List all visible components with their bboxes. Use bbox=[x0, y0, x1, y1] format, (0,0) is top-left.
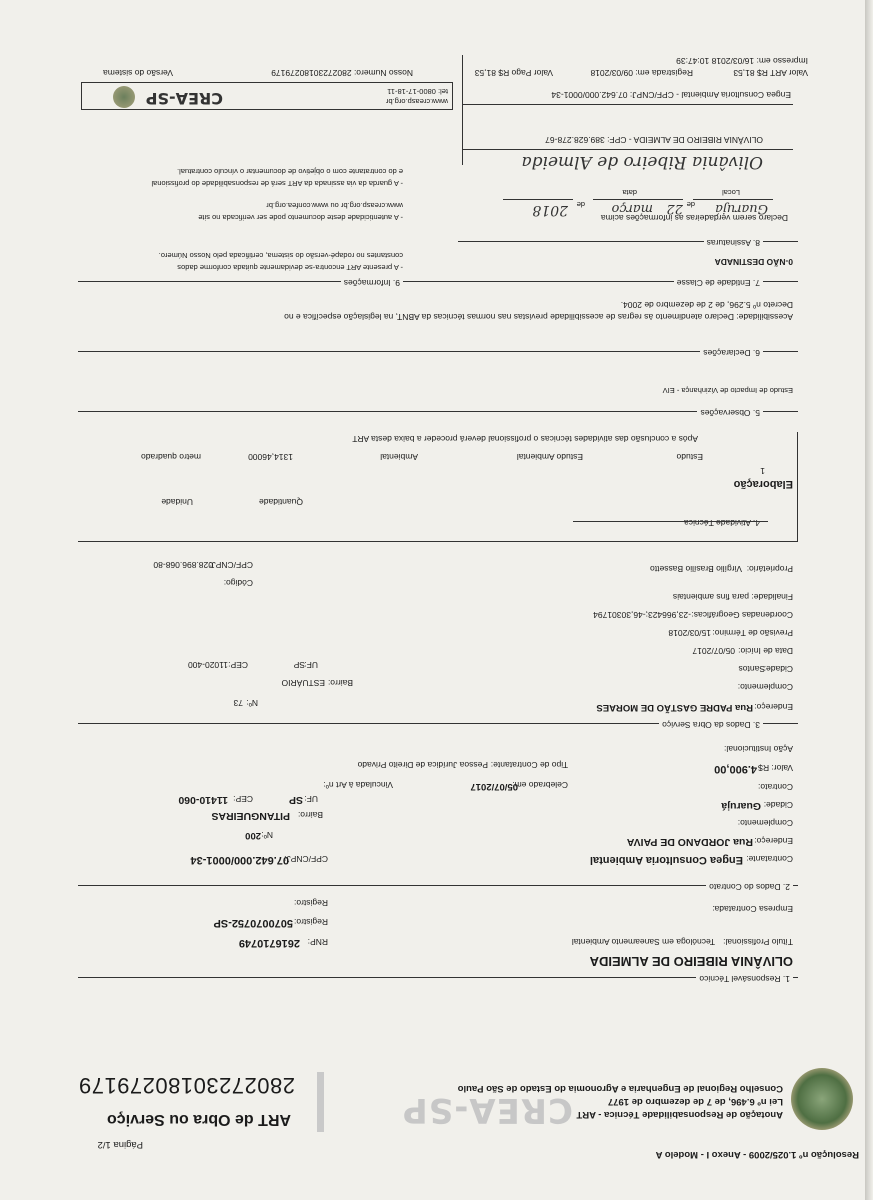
acao-label: Ação Institucional: bbox=[724, 744, 793, 754]
unidade-header: Unidade bbox=[161, 497, 193, 507]
atividade-estudo: Estudo bbox=[676, 452, 703, 462]
logo-divider bbox=[317, 1072, 324, 1132]
footer-impresso: Impresso em: 16/03/2018 10:47:39 bbox=[676, 56, 808, 66]
registro-value: 5070070752-SP bbox=[213, 917, 293, 929]
title-line-3: Conselho Regional de Engenharia e Agronomia do Estado de São Paulo bbox=[457, 1083, 783, 1094]
month-handwritten: março bbox=[611, 201, 653, 216]
atividade-ambiental: Ambiental bbox=[380, 452, 418, 462]
prop-cpf-label: CPF/CNPJ: bbox=[209, 560, 253, 570]
section-6-title: 6. Declarações bbox=[700, 348, 763, 358]
section-1-title: 1. Responsável Técnico bbox=[696, 974, 793, 984]
entidade-value: 0-NÃO DESTINADA bbox=[714, 257, 793, 267]
finalidade-label: Finalidade: bbox=[751, 592, 793, 602]
obra-uf-value: SP bbox=[293, 660, 305, 670]
declaro-text: Declaro serem verdadeiras as informações acima bbox=[600, 213, 788, 223]
section-8-title: 8. Assinaturas bbox=[704, 238, 763, 248]
obra-uf-label: UF: bbox=[304, 660, 318, 670]
declaracoes-line-2: Decreto nº 5.296, de 2 de dezembro de 2004. bbox=[620, 300, 793, 310]
celebrado-value: 05/07/2017 bbox=[470, 781, 518, 792]
informacoes-line-1: - A presente ART encontra-se devidamente quitada conforme dados bbox=[177, 263, 403, 272]
uf-value: SP bbox=[288, 794, 303, 806]
atividade-item-number: 1 bbox=[760, 466, 765, 476]
declaracoes-line-1: Acessibilidade: Declaro atendimento às regras de acessibilidade previstas nas normas técnicas da ABNT, na legislação específica e no bbox=[284, 312, 793, 322]
valor-label: Valor: R$ bbox=[758, 763, 793, 773]
signature-handwritten: Olivânia Ribeiro de Almeida bbox=[521, 152, 763, 172]
cep-value: 11410-060 bbox=[178, 794, 228, 806]
bairro-value: PITANGUEIRAS bbox=[211, 810, 290, 822]
obra-endereco-label: Endereço: bbox=[754, 702, 793, 712]
inicio-label: Data de Início: bbox=[738, 646, 793, 656]
section-2-title: 2. Dados do Contrato bbox=[706, 882, 793, 892]
contrato-label: Contrato: bbox=[758, 782, 793, 792]
registro2-label: Registro: bbox=[293, 898, 328, 908]
tipo-value: Pessoa Jurídica de Direito Privado bbox=[357, 760, 488, 770]
signer-company: Engea Consultoria Ambiental - CPF/CNPJ: 07.642.000/0001-34 bbox=[551, 90, 791, 100]
tipo-label: Tipo de Contratante: bbox=[490, 760, 568, 770]
endereco-label: Endereço: bbox=[754, 836, 793, 846]
cidade-label: Cidade: bbox=[763, 800, 793, 810]
termino-label: Previsão de Término: bbox=[712, 628, 793, 638]
obra-bairro-value: ESTUÁRIO bbox=[281, 678, 325, 688]
footer-nosso-numero: Nosso Numero: 28027230180279179 bbox=[271, 68, 413, 78]
complemento-label: Complemento: bbox=[737, 818, 793, 828]
title-line-1: Anotação de Responsabilidade Técnica - ART bbox=[576, 1109, 783, 1120]
titulo-value: Tecnóloga em Saneamento Ambiental bbox=[571, 937, 715, 947]
cpf-value: 07.642.000/0001-34 bbox=[190, 854, 289, 866]
day-handwritten: 22 bbox=[666, 201, 683, 216]
obra-complemento-label: Complemento: bbox=[737, 682, 793, 692]
informacoes-line-4: www.creasp.org.br ou www.confea.org.br bbox=[266, 201, 403, 210]
resolucao-line: Resolução nº 1.025/2009 - Anexo I - Modelo A bbox=[655, 1149, 859, 1160]
cidade-value: Guarujá bbox=[721, 800, 761, 812]
finalidade-value: para fins ambientais bbox=[672, 592, 749, 602]
de-2: de bbox=[576, 200, 585, 209]
atividade-quantidade: 1314,46000 bbox=[248, 452, 293, 462]
informacoes-line-3: - A autenticidade deste documento pode ser verificada no site bbox=[198, 213, 403, 222]
elaboracao-label: Elaboração bbox=[733, 478, 793, 490]
scan-edge bbox=[865, 0, 873, 1200]
obra-cidade-value: Santos bbox=[738, 664, 765, 674]
section-9-title: 9. Informações bbox=[341, 278, 403, 288]
obra-bairro-label: Bairro: bbox=[327, 678, 353, 688]
footer-versao: Versão do sistema bbox=[103, 68, 173, 78]
termino-value: 15/03/2018 bbox=[668, 628, 711, 638]
valor-value: 4.900,00 bbox=[714, 763, 757, 775]
de-1: de bbox=[686, 200, 695, 209]
obra-numero-value: 73 bbox=[233, 698, 243, 708]
contratante-label: Contratante: bbox=[746, 854, 793, 864]
local-handwritten: Guarujá bbox=[715, 201, 768, 216]
footer-valor-art: Valor ART R$ 81,53 bbox=[733, 68, 808, 78]
celebrado-label: Celebrado em: bbox=[512, 780, 568, 790]
coord-value: -23,966423;-46,30301794 bbox=[593, 610, 691, 620]
informacoes-line-5: - A guarda da via assinada da ART será de responsabilidade do profissional bbox=[151, 179, 403, 188]
contratante-value: Engea Consultoria Ambiental bbox=[589, 854, 743, 866]
empresa-label: Empresa Contratada: bbox=[712, 904, 793, 914]
brasao-seal-icon bbox=[791, 1068, 853, 1130]
observacoes-text: Estudo de Impacto de Vizinhança - EIV bbox=[662, 386, 793, 395]
title-line-2: Lei nº 6.496, de 7 de dezembro de 1977 bbox=[607, 1096, 783, 1107]
vinculada-label: Vinculada à Art nº: bbox=[323, 780, 393, 790]
informacoes-line-6: e do contratante com o objetivo de documentar o vínculo contratual. bbox=[177, 167, 403, 176]
cpf-label: CPF/CNPJ: bbox=[284, 854, 328, 864]
atividade-estudo-ambiental: Estudo Ambiental bbox=[516, 452, 583, 462]
atividade-note: Após a conclusão das atividades técnicas o profissional deverá proceder a baixa desta ART bbox=[352, 434, 698, 444]
footer-valor-pago: Valor Pago R$ 81,53 bbox=[474, 68, 553, 78]
titulo-label: Título Profissional: bbox=[723, 937, 793, 947]
endereco-value: Rua JORDANO DE PAIVA bbox=[626, 836, 753, 848]
bairro-label: Bairro: bbox=[297, 810, 323, 820]
atividade-unidade: metro quadrado bbox=[140, 452, 201, 462]
obra-cidade-label: Cidade: bbox=[763, 664, 793, 674]
obra-numero-label: Nº: bbox=[246, 698, 258, 708]
proprietario-label: Proprietário: bbox=[746, 564, 793, 574]
data-label: data bbox=[622, 188, 637, 197]
section-7-title: 7. Entidade de Classe bbox=[674, 278, 763, 288]
obra-cep-label: CEP: bbox=[228, 660, 248, 670]
art-title: ART de Obra ou Serviço bbox=[106, 1111, 291, 1128]
footer-tel: tel: 0800-17-18-11 bbox=[387, 87, 448, 96]
footer-registrada: Registrada em: 09/03/2018 bbox=[590, 68, 693, 78]
footer-crea-logo: CREA-SP bbox=[145, 89, 223, 108]
inicio-value: 05/07/2017 bbox=[692, 646, 735, 656]
crea-sp-logo: CREA-SP bbox=[401, 1090, 573, 1130]
section-5-title: 5. Observações bbox=[697, 408, 763, 418]
obra-cep-value: 11020-400 bbox=[187, 660, 228, 670]
rnp-label: RNP: bbox=[307, 937, 328, 947]
coord-label: Coordenadas Geográficas: bbox=[691, 610, 793, 620]
local-label: Local bbox=[722, 188, 740, 197]
year-handwritten: 2018 bbox=[532, 202, 568, 218]
quantidade-header: Quantidade bbox=[259, 497, 303, 507]
numero-label: Nº: bbox=[261, 830, 273, 840]
section-4-title: 4. Atividade Técnica bbox=[681, 518, 763, 528]
signer-name: OLIVÂNIA RIBEIRO DE ALMEIDA - CPF: 389.628.278-67 bbox=[545, 135, 763, 145]
registro-label: Registro: bbox=[293, 917, 328, 927]
cep-label: CEP: bbox=[233, 794, 253, 804]
rnp-value: 2616710749 bbox=[238, 937, 300, 949]
numero-value: 200 bbox=[245, 830, 261, 841]
page-number: Página 1/2 bbox=[97, 1139, 143, 1150]
responsavel-name: OLIVÂNIA RIBEIRO DE ALMEIDA bbox=[589, 954, 793, 969]
obra-endereco-value: Rua PADRE GASTÃO DE MORAES bbox=[596, 702, 753, 713]
proprietario-value: Virgílio Brasílio Bassetto bbox=[650, 564, 742, 574]
art-number: 28027230180279179 bbox=[78, 1073, 295, 1098]
prop-cpf-value: 028.896.068-80 bbox=[153, 560, 213, 570]
footer-seal-icon bbox=[113, 86, 135, 108]
informacoes-line-2: constantes no rodapé-versão do sistema, certificada pelo Nosso Número. bbox=[158, 251, 403, 260]
uf-label: UF: bbox=[304, 794, 318, 804]
footer-site: www.creasp.org.br bbox=[385, 97, 448, 106]
section-3-title: 3. Dados da Obra Serviço bbox=[659, 720, 763, 730]
codigo-label: Código: bbox=[223, 578, 253, 588]
